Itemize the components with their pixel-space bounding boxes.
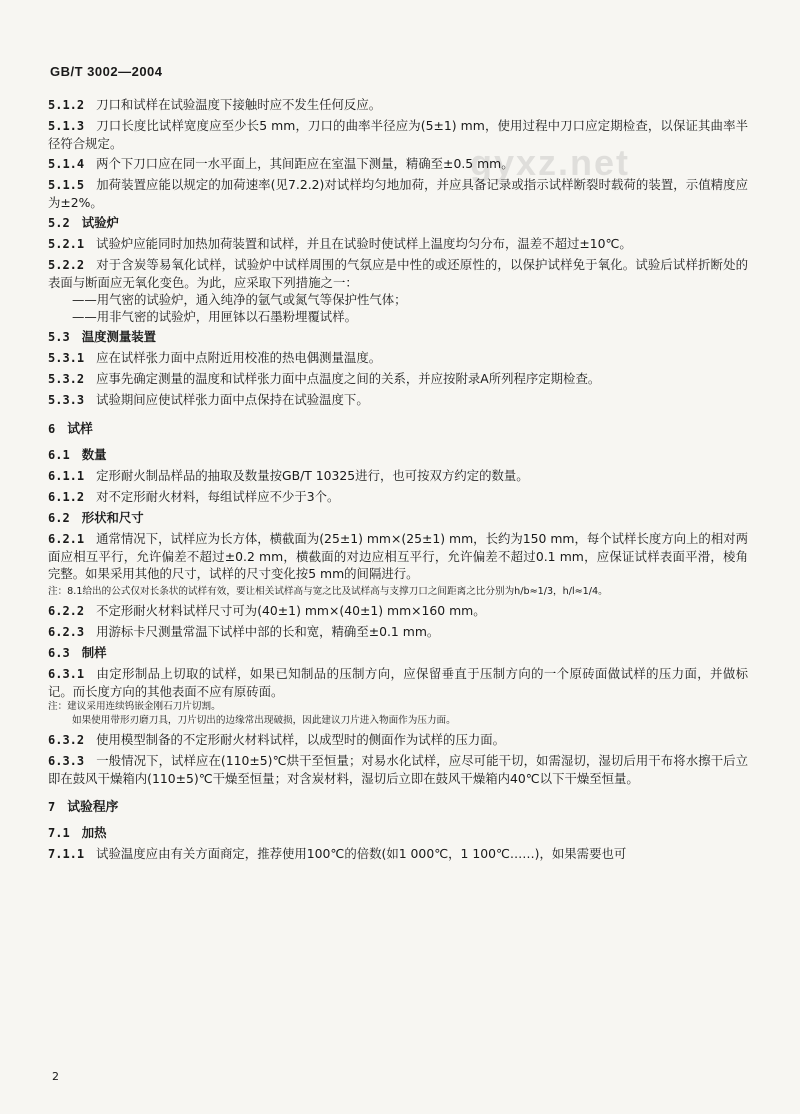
clause: [48, 467, 748, 485]
clause-text: 一般情况下，试样应在(110±5)℃烘干至恒量；对易水化试样，应尽可能干切，如需湿切，湿切后用干布将水擦干后立即在鼓风干燥箱内(110±5)℃干燥至恒量；对含炭材料，湿切后立即在鼓风干燥箱内40℃以下干燥至恒量。: [48, 753, 748, 786]
watermark: gyxz.net: [470, 142, 631, 183]
section-number: 6.3: [48, 646, 70, 660]
clause-text: 使用模型制备的不定形耐火材料试样，以成型时的侧面作为试样的压力面。: [96, 732, 506, 747]
standard-code: GB/T 3002—2004: [50, 64, 163, 79]
clause-text: 定形耐火制品样品的抽取及数量按GB/T 10325进行，也可按双方约定的数量。: [96, 468, 529, 483]
clause: [48, 488, 748, 506]
clause: [48, 96, 748, 114]
note: 注：建议采用连续钨嵌金刚石刀片切割。: [48, 701, 221, 712]
clause-number: 6.2.3: [48, 625, 85, 639]
note: 如果使用带形刃磨刀具，刀片切出的边缘常出现破损，因此建议刀片进入物面作为压力面。: [72, 715, 456, 726]
clause-number: 5.1.3: [48, 119, 85, 133]
note: 注：8.1给出的公式仅对长条状的试样有效，要让相关试样高与宽之比及试样高与支撑刀口之间距离之比分别为h/b≈1/3，h/l≈1/4。: [48, 586, 608, 597]
clause-text: 应事先确定测量的温度和试样张力面中点温度之间的关系，并应按附录A所列程序定期检查。: [96, 371, 601, 386]
clause-text: 对于含炭等易氧化试样，试验炉中试样周围的气氛应是中性的或还原性的，以保护试样免于氧化。试验后试样折断处的表面与断面应无氧化变色。为此，应采取下列措施之一：: [48, 257, 748, 290]
page-number: 2: [52, 1070, 59, 1083]
clause-number: 5.1.5: [48, 178, 85, 192]
clause-text: 不定形耐火材料试样尺寸可为(40±1) mm×(40±1) mm×160 mm。: [96, 603, 486, 618]
clause: [48, 845, 748, 863]
clause: [48, 256, 748, 291]
clause-text: 试验期间应使试样张力面中点保持在试验温度下。: [96, 392, 369, 407]
clause-number: 6.3.1: [48, 667, 85, 681]
chapter-title: 试验程序: [67, 800, 119, 815]
section-number: 5.2: [48, 216, 70, 230]
chapter-number: 7: [48, 800, 56, 814]
clause-number: 6.1.2: [48, 490, 85, 504]
section-heading: [48, 328, 748, 346]
clause-number: 6.3.2: [48, 733, 85, 747]
clause-text: 应在试样张力面中点附近用校准的热电偶测量温度。: [96, 350, 382, 365]
clause-number: 6.2.1: [48, 532, 85, 546]
document-body: [48, 96, 748, 863]
section-heading: [48, 824, 748, 842]
clause-number: 5.1.2: [48, 98, 85, 112]
clause: [48, 752, 748, 787]
chapter-heading: [48, 799, 748, 816]
clause: [48, 530, 748, 582]
clause-number: 5.3.2: [48, 372, 85, 386]
clause: [48, 155, 748, 173]
clause: [48, 349, 748, 367]
clause-text: 两个下刀口应在同一水平面上，其间距应在室温下测量，精确至±0.5 mm。: [96, 156, 514, 171]
clause-text: 刀口长度比试样宽度应至少长5 mm，刀口的曲率半径应为(5±1) mm，使用过程中刀口应定期检查，以保证其曲率半径符合规定。: [48, 118, 748, 151]
clause-number: 6.2.2: [48, 604, 85, 618]
clause-text: 对不定形耐火材料，每组试样应不少于3个。: [96, 489, 340, 504]
section-title: 制样: [81, 645, 107, 660]
clause: [48, 602, 748, 620]
clause-number: 7.1.1: [48, 847, 85, 861]
clause: [48, 235, 748, 253]
clause-text: 试验炉应能同时加热加荷装置和试样，并且在试验时使试样上温度均匀分布，温差不超过±10℃。: [96, 236, 632, 251]
clause-number: 6.1.1: [48, 469, 85, 483]
clause-number: 5.2.2: [48, 258, 85, 272]
clause: [48, 391, 748, 409]
clause: [48, 731, 748, 749]
section-title: 加热: [81, 825, 107, 840]
clause-number: 6.3.3: [48, 754, 85, 768]
clause-text: 用游标卡尺测量常温下试样中部的长和宽，精确至±0.1 mm。: [96, 624, 440, 639]
section-heading: [48, 446, 748, 464]
clause-text: 通常情况下，试样应为长方体，横截面为(25±1) mm×(25±1) mm，长约为150 mm，每个试样长度方向上的相对两面应相互平行，允许偏差不超过±0.2 mm，横截面的对边应相互平行，允许偏差不超过0.1 mm，应保证试样表面平滑，棱角完整。如果采用其他的尺寸，试样的尺寸变化按5 mm的间隔进行。: [48, 531, 748, 581]
section-title: 数量: [81, 447, 107, 462]
clause-number: 5.3.1: [48, 351, 85, 365]
section-title: 温度测量装置: [81, 329, 157, 344]
clause-number: 5.1.4: [48, 157, 85, 171]
clause: [48, 176, 748, 211]
chapter-heading: [48, 421, 748, 438]
clause: [48, 117, 748, 152]
section-number: 6.1: [48, 448, 70, 462]
clause: [48, 623, 748, 641]
section-heading: [48, 509, 748, 527]
section-number: 7.1: [48, 826, 70, 840]
clause-text: 由定形制品上切取的试样，如果已知制品的压制方向，应保留垂直于压制方向的一个原砖面做试样的压力面，并做标记。而长度方向的其他表面不应有原砖面。: [48, 666, 748, 699]
section-heading: [48, 214, 748, 232]
section-title: 试验炉: [81, 215, 119, 230]
section-heading: [48, 644, 748, 662]
chapter-number: 6: [48, 422, 56, 436]
clause-number: 5.2.1: [48, 237, 85, 251]
section-number: 5.3: [48, 330, 70, 344]
clause-text: 加荷装置应能以规定的加荷速率(见7.2.2)对试样均匀地加荷，并应具备记录或指示试样断裂时载荷的装置，示值精度应为±2%。: [48, 177, 748, 210]
section-title: 形状和尺寸: [81, 510, 144, 525]
clause-number: 5.3.3: [48, 393, 85, 407]
clause-text: 试验温度应由有关方面商定，推荐使用100℃的倍数(如1 000℃，1 100℃……)，如果需要也可: [96, 846, 627, 861]
clause: [48, 370, 748, 388]
chapter-title: 试样: [67, 422, 93, 437]
clause-text: 刀口和试样在试验温度下接触时应不发生任何反应。: [96, 97, 382, 112]
section-number: 6.2: [48, 511, 70, 525]
list-item: ——用非气密的试验炉，用匣钵以石墨粉埋覆试样。: [72, 309, 357, 324]
list-item: ——用气密的试验炉，通入纯净的氩气或氮气等保护性气体；: [72, 292, 407, 307]
clause: [48, 665, 748, 700]
